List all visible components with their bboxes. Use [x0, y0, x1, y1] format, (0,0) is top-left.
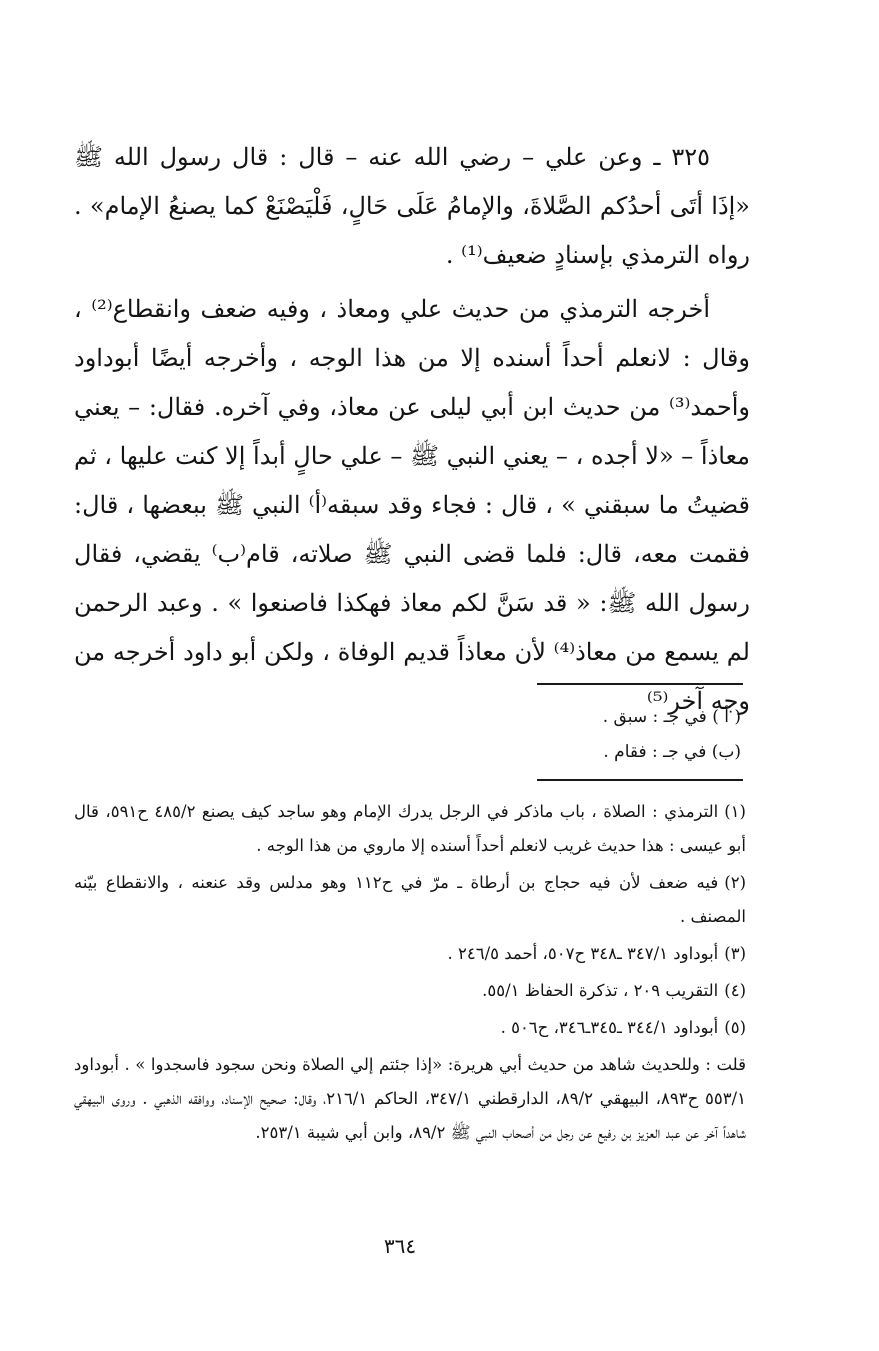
footnote-text: الترمذي : الصلاة ، باب ماذكر في الرجل يدرك الإمام وهو ساجد كيف يصنع ٤٨٥/٢ ح٥٩١، قال أبو عيسى : هذا حديث غريب لانعلم أحداً أسنده إلا ماروي من هذا الوجه .: [74, 802, 746, 855]
footnote-3: [74, 937, 746, 971]
footnote-4: [74, 974, 746, 1008]
footnote-5: [74, 1011, 746, 1045]
footnote-text: أبوداود ٣٤٤/١ ـ٣٤٥ـ٣٤٦، ح٥٠٦ .: [500, 1018, 719, 1037]
footnotes-block: [74, 795, 746, 1153]
footnote-number: (٢): [724, 873, 746, 892]
hadith-paragraph: ٣٢٥ ـ وعن علي – رضي الله عنه – قال : قال رسول الله ﷺ «إذَا أتَى أحدُكم الصَّلاةَ، والإمامُ عَلَى حَالٍ، فَلْيَصْنَعْ كما يصنعُ الإمام» . رواه الترمذي بإسنادٍ ضعيف⁽¹⁾ .: [74, 143, 750, 269]
variants-divider: [537, 683, 743, 685]
footnote-text: التقريب ٢٠٩ ، تذكرة الحفاظ ٥٥/١.: [482, 981, 719, 1000]
footnotes-divider: [537, 779, 743, 781]
footnote-number: (١): [724, 802, 746, 821]
variant-readings: [400, 700, 741, 770]
takhrij-paragraph: أخرجه الترمذي من حديث علي ومعاذ ، وفيه ضعف وانقطاع⁽²⁾ ، وقال : لانعلم أحداً أسنده إلا من هذا الوجه ، وأخرجه أيضًا أبوداود وأحمد⁽³⁾ من حديث ابن أبي ليلى عن معاذ، وفي آخره. فقال: – يعني معاذاً – «لا أجده ، – يعني النبي ﷺ – علي حالٍ أبداً إلا كنت عليها ، ثم قضيتُ ما سبقني » ، قال : فجاء وقد سبقه⁽أ⁾ النبي ﷺ ببعضها ، قال: فقمت معه، قال: فلما قضى النبي ﷺ صلاته، قام⁽ب⁾ يقضي، فقال رسول الله ﷺ: « قد سَنَّ لكم معاذ فهكذا فاصنعوا » . وعبد الرحمن لم يسمع من معاذ⁽⁴⁾ لأن معاذاً قديم الوفاة ، ولكن أبو داود أخرجه من وجه آخر⁽⁵⁾: [74, 295, 750, 715]
footnote-1: [74, 795, 746, 863]
footnote-number: (٥): [724, 1018, 746, 1037]
footnote-number: (٣): [724, 944, 746, 963]
page-number: ٣٦٤: [383, 1234, 417, 1258]
footnote-text: أبوداود ٣٤٧/١ ـ٣٤٨ ح٥٠٧، أحمد ٢٤٦/٥ .: [447, 944, 719, 963]
variant-b: (ب) في جـ : فقام .: [603, 742, 741, 762]
closing-note: قلت : وللحديث شاهد من حديث أبي هريرة: «إذا جئتم إلي الصلاة ونحن سجود فاسجدوا » . أبوداود ٥٥٣/١ ح٨٩٣، البيهقي ٨٩/٢، الدارقطني ٣٤٧/١، الحاكم ٢١٦/١، وقال: صحيح الإسناد، ووافقه الذهبي . وروى البيهقي شاهداً آخر عن عبد العزيز بن رفيع عن رجل من أصحاب النبي ﷺ ٨٩/٢، وابن أبي شيبة ٢٥٣/١.: [74, 1055, 746, 1142]
footnote-text: فيه ضعف لأن فيه حجاج بن أرطاة ـ مرّ في ح١١٢ وهو مدلس وقد عنعنه ، والانقطاع بيّنه المصنف .: [74, 873, 746, 926]
footnote-2: [74, 866, 746, 934]
variant-a: ( أ ) في جـ : سبق .: [602, 707, 741, 727]
main-text-block: [74, 133, 750, 726]
footnote-number: (٤): [724, 981, 746, 1000]
